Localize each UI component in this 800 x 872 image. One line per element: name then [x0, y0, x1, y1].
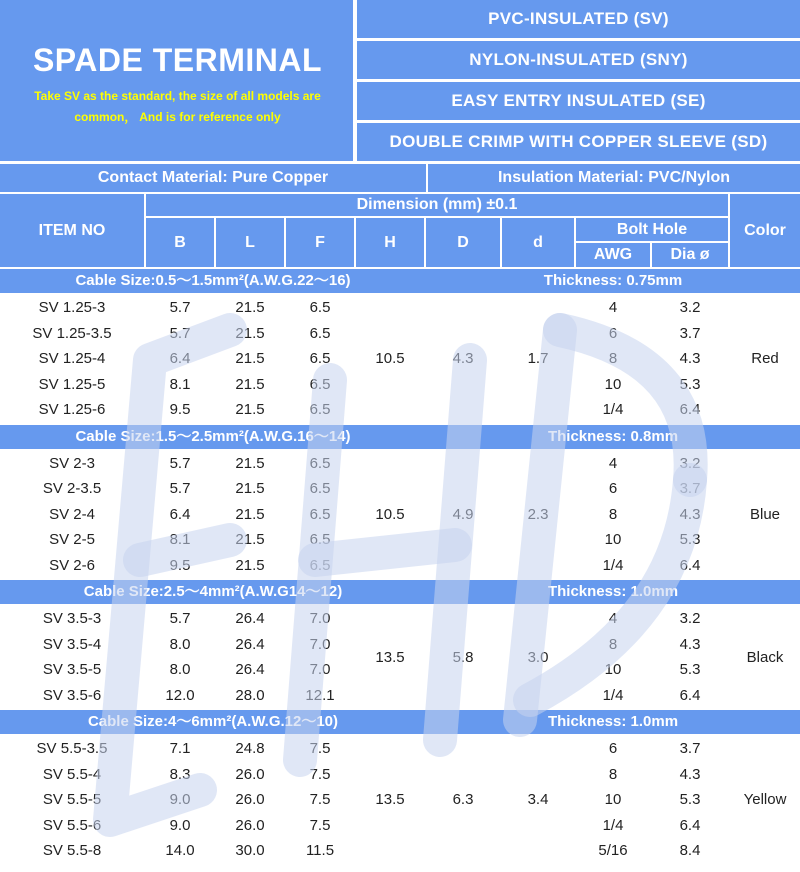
thickness-label: Thickness: 1.0mm: [547, 713, 679, 730]
thickness-label: Thickness: 0.75mm: [543, 272, 683, 289]
cable-size-band: [0, 269, 800, 293]
col-d-upper: D: [426, 218, 500, 267]
spec-cell-awg: 1/4: [602, 816, 624, 834]
spec-cell-f: 7.5: [309, 740, 331, 758]
spec-cell-b: 7.1: [169, 740, 191, 758]
spec-cell-l: 21.5: [235, 505, 265, 523]
spec-cell-f: 7.0: [309, 610, 331, 628]
cable-size-band: [0, 425, 800, 449]
item-no-cell: SV 5.5-8: [42, 842, 102, 860]
col-color: Color: [730, 194, 800, 267]
spec-cell-l: 26.0: [235, 765, 265, 783]
spec-cell-l: 21.5: [235, 480, 265, 498]
spec-cell-l: 26.4: [235, 610, 265, 628]
spec-cell-l: 26.0: [235, 816, 265, 834]
spec-cell-b: 14.0: [165, 842, 195, 860]
spec-cell-b: 8.1: [169, 375, 191, 393]
type-pvc-insulated: PVC-INSULATED (SV): [357, 0, 800, 38]
spec-cell-f: 7.5: [309, 791, 331, 809]
cable-size-label: Cable Size:0.5～1.5mm²(A.W.G.22～16): [75, 272, 351, 289]
shared-dim-d-lower: 3.4: [527, 791, 549, 809]
reference-note-line-2: common， And is for reference only: [74, 110, 281, 124]
spec-cell-dia: 3.2: [679, 299, 701, 317]
spec-cell-awg: 1/4: [602, 686, 624, 704]
insulation-color-cell: Yellow: [743, 791, 787, 809]
item-no-cell: SV 1.25-3: [38, 299, 106, 317]
spec-cell-l: 26.4: [235, 635, 265, 653]
shared-dim-h: 10.5: [375, 350, 405, 368]
item-no-cell: SV 1.25-3.5: [32, 324, 112, 342]
insulation-color-cell: Black: [746, 648, 784, 666]
spec-cell-l: 21.5: [235, 454, 265, 472]
spec-cell-awg: 8: [608, 350, 618, 368]
spec-cell-f: 6.5: [309, 454, 331, 472]
thickness-label: Thickness: 0.8mm: [547, 427, 679, 445]
spec-cell-awg: 4: [608, 299, 618, 317]
spec-cell-awg: 6: [608, 740, 618, 758]
spec-cell-dia: 5.3: [679, 531, 701, 549]
spec-cell-dia: 4.3: [679, 635, 701, 653]
spec-cell-dia: 3.7: [679, 740, 701, 758]
col-h: H: [356, 218, 424, 267]
cable-size-label: Cable Size:1.5～2.5mm²(A.W.G.16～14): [75, 427, 351, 445]
spec-cell-dia: 6.4: [679, 556, 701, 574]
spec-cell-awg: 10: [604, 791, 622, 809]
title-block: [0, 0, 355, 161]
thickness-label: Thickness: 1.0mm: [547, 583, 679, 600]
item-no-cell: SV 1.25-5: [38, 375, 106, 393]
shared-dim-d: 5.8: [452, 648, 474, 666]
item-no-cell: SV 2-3.5: [42, 480, 102, 498]
spec-cell-dia: 3.2: [679, 610, 701, 628]
spec-cell-dia: 6.4: [679, 816, 701, 834]
item-no-cell: SV 3.5-4: [42, 635, 102, 653]
reference-note: [0, 86, 355, 128]
item-no-cell: SV 2-3: [49, 454, 95, 472]
spec-cell-f: 7.5: [309, 816, 331, 834]
spec-cell-f: 6.5: [309, 505, 331, 523]
item-no-cell: SV 2-5: [49, 531, 95, 549]
col-dimension: Dimension (mm) ±0.1: [146, 194, 728, 216]
col-b: B: [146, 218, 214, 267]
col-d-lower: d: [502, 218, 574, 267]
spec-cell-dia: 4.3: [679, 350, 701, 368]
spec-cell-f: 6.5: [309, 324, 331, 342]
item-no-cell: SV 1.25-6: [38, 401, 106, 419]
spec-cell-dia: 8.4: [679, 842, 701, 860]
spec-cell-dia: 5.3: [679, 375, 701, 393]
shared-dim-d-lower: 1.7: [527, 350, 549, 368]
item-no-cell: SV 5.5-6: [42, 816, 102, 834]
insulation-material: Insulation Material: PVC/Nylon: [428, 164, 800, 192]
col-f: F: [286, 218, 354, 267]
spec-cell-dia: 4.3: [679, 765, 701, 783]
spec-cell-l: 24.8: [235, 740, 265, 758]
spec-cell-b: 12.0: [165, 686, 195, 704]
spec-cell-f: 6.5: [309, 350, 331, 368]
item-no-cell: SV 2-4: [49, 505, 95, 523]
insulation-color-cell: Blue: [749, 505, 781, 523]
spec-cell-b: 6.4: [169, 350, 191, 368]
spec-cell-b: 8.3: [169, 765, 191, 783]
spec-cell-b: 9.0: [169, 791, 191, 809]
spec-cell-b: 5.7: [169, 299, 191, 317]
spec-cell-l: 21.5: [235, 531, 265, 549]
spec-cell-awg: 10: [604, 531, 622, 549]
cable-size-label: Cable Size:4～6mm²(A.W.G.12～10): [87, 713, 339, 730]
spec-cell-l: 30.0: [235, 842, 265, 860]
spec-cell-b: 5.7: [169, 610, 191, 628]
spec-cell-f: 7.0: [309, 635, 331, 653]
spec-cell-b: 8.0: [169, 635, 191, 653]
shared-dim-d: 4.3: [452, 350, 474, 368]
spec-cell-f: 6.5: [309, 531, 331, 549]
cable-size-label: Cable Size:2.5～4mm²(A.W.G14～12): [83, 583, 343, 600]
page-title: SPADE TERMINAL: [32, 42, 323, 78]
shared-dim-d: 6.3: [452, 791, 474, 809]
cable-size-band: [0, 710, 800, 734]
spec-cell-l: 21.5: [235, 556, 265, 574]
spec-cell-l: 26.0: [235, 791, 265, 809]
item-no-cell: SV 2-6: [49, 556, 95, 574]
shared-dim-d-lower: 3.0: [527, 648, 549, 666]
shared-dim-h: 13.5: [375, 648, 405, 666]
item-no-cell: SV 3.5-5: [42, 661, 102, 679]
reference-note-line-1: Take SV as the standard, the size of all models are: [34, 89, 321, 103]
spec-cell-l: 28.0: [235, 686, 265, 704]
spec-cell-dia: 5.3: [679, 661, 701, 679]
spec-cell-b: 5.7: [169, 454, 191, 472]
spec-cell-l: 26.4: [235, 661, 265, 679]
spec-cell-dia: 4.3: [679, 505, 701, 523]
spec-cell-awg: 8: [608, 635, 618, 653]
spec-cell-awg: 4: [608, 454, 618, 472]
spec-cell-l: 21.5: [235, 350, 265, 368]
type-double-crimp: DOUBLE CRIMP WITH COPPER SLEEVE (SD): [357, 123, 800, 161]
cable-size-band: [0, 580, 800, 604]
shared-dim-d-lower: 2.3: [527, 505, 549, 523]
spec-cell-b: 8.1: [169, 531, 191, 549]
spec-cell-awg: 6: [608, 480, 618, 498]
spec-cell-f: 6.5: [309, 375, 331, 393]
spec-cell-b: 9.5: [169, 401, 191, 419]
spec-cell-dia: 5.3: [679, 791, 701, 809]
spec-cell-awg: 10: [604, 661, 622, 679]
spec-cell-b: 6.4: [169, 505, 191, 523]
spec-cell-f: 7.0: [309, 661, 331, 679]
spec-cell-f: 6.5: [309, 401, 331, 419]
shared-dim-h: 13.5: [375, 791, 405, 809]
col-item-no: ITEM NO: [0, 194, 144, 267]
insulation-color-cell: Red: [751, 350, 779, 368]
spec-cell-l: 21.5: [235, 401, 265, 419]
item-no-cell: SV 5.5-3.5: [36, 740, 108, 758]
shared-dim-h: 10.5: [375, 505, 405, 523]
col-l: L: [216, 218, 284, 267]
spec-cell-awg: 1/4: [602, 556, 624, 574]
contact-material: Contact Material: Pure Copper: [0, 164, 426, 192]
item-no-cell: SV 3.5-6: [42, 686, 102, 704]
type-easy-entry-insulated: EASY ENTRY INSULATED (SE): [357, 82, 800, 120]
col-dia: Dia ø: [652, 243, 728, 267]
item-no-cell: SV 3.5-3: [42, 610, 102, 628]
spec-cell-f: 6.5: [309, 480, 331, 498]
spec-cell-dia: 6.4: [679, 401, 701, 419]
spec-cell-awg: 5/16: [598, 842, 628, 860]
spec-cell-awg: 10: [604, 375, 622, 393]
spec-cell-l: 21.5: [235, 324, 265, 342]
spec-cell-f: 6.5: [309, 299, 331, 317]
spec-cell-b: 5.7: [169, 480, 191, 498]
spec-cell-f: 7.5: [309, 765, 331, 783]
spec-cell-b: 8.0: [169, 661, 191, 679]
spec-cell-awg: 6: [608, 324, 618, 342]
spec-cell-b: 5.7: [169, 324, 191, 342]
spec-cell-f: 12.1: [305, 686, 335, 704]
spec-cell-dia: 3.7: [679, 324, 701, 342]
spec-cell-b: 9.5: [169, 556, 191, 574]
spec-cell-dia: 3.7: [679, 480, 701, 498]
item-no-cell: SV 5.5-5: [42, 791, 102, 809]
shared-dim-d: 4.9: [452, 505, 474, 523]
spec-cell-dia: 3.2: [679, 454, 701, 472]
spec-cell-l: 21.5: [235, 375, 265, 393]
spec-cell-b: 9.0: [169, 816, 191, 834]
spec-cell-awg: 8: [608, 505, 618, 523]
spec-cell-f: 6.5: [309, 556, 331, 574]
item-no-cell: SV 5.5-4: [42, 765, 102, 783]
spec-cell-dia: 6.4: [679, 686, 701, 704]
col-bolt-hole: Bolt Hole: [576, 218, 728, 241]
spec-cell-f: 11.5: [305, 842, 335, 860]
spec-cell-awg: 8: [608, 765, 618, 783]
col-awg: AWG: [576, 243, 650, 267]
spec-cell-awg: 4: [608, 610, 618, 628]
type-nylon-insulated: NYLON-INSULATED (SNY): [357, 41, 800, 79]
spec-cell-l: 21.5: [235, 299, 265, 317]
spec-cell-awg: 1/4: [602, 401, 624, 419]
item-no-cell: SV 1.25-4: [38, 350, 106, 368]
